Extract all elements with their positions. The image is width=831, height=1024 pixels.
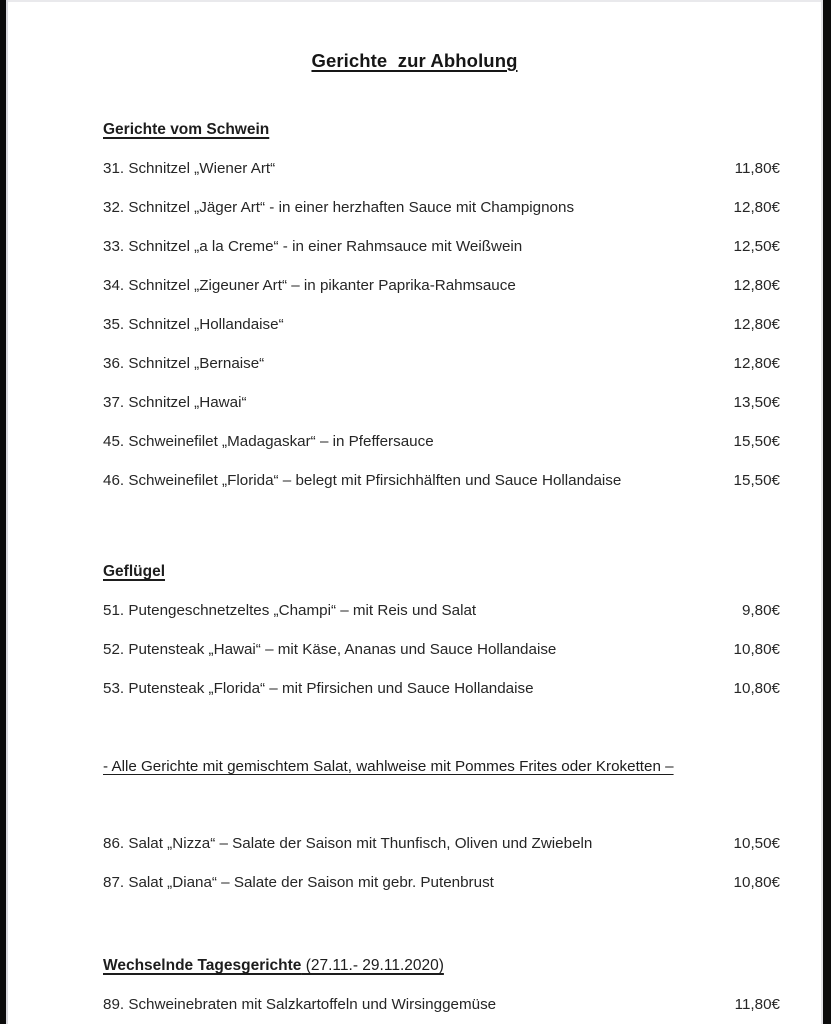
menu-item-row xyxy=(103,354,780,374)
menu-item-name: 36. Schnitzel „Bernaise“ xyxy=(103,355,265,372)
side-dish-note-text: - Alle Gerichte mit gemischtem Salat, wahlweise mit Pommes Frites oder Kroketten – xyxy=(103,758,674,775)
menu-content xyxy=(103,120,780,1015)
menu-item-price: 13,50€ xyxy=(733,394,780,411)
menu-item-name: 31. Schnitzel „Wiener Art“ xyxy=(103,160,276,177)
menu-item-row xyxy=(103,393,780,413)
menu-item-row xyxy=(103,834,780,854)
menu-item-row xyxy=(103,159,780,179)
menu-item-row xyxy=(103,471,780,491)
menu-item-row xyxy=(103,237,780,257)
menu-item-name: 87. Salat „Diana“ – Salate der Saison mit gebr. Putenbrust xyxy=(103,874,494,891)
menu-item-price: 12,80€ xyxy=(733,199,780,216)
menu-item-name: 89. Schweinebraten mit Salzkartoffeln und Wirsinggemüse xyxy=(103,996,497,1013)
menu-item-row xyxy=(103,276,780,296)
menu-item-price: 9,80€ xyxy=(741,602,780,619)
menu-item-name: 53. Putensteak „Florida“ – mit Pfirsichen und Sauce Hollandaise xyxy=(103,680,534,697)
menu-item-name: 35. Schnitzel „Hollandaise“ xyxy=(103,316,284,333)
menu-item-row xyxy=(103,679,780,699)
menu-item-price: 15,50€ xyxy=(733,472,780,489)
menu-item-price: 10,80€ xyxy=(733,874,780,891)
menu-item-price: 10,50€ xyxy=(733,835,780,852)
side-dish-note xyxy=(103,757,780,777)
menu-item-price: 12,80€ xyxy=(733,277,780,294)
section-heading-gefluegel xyxy=(103,562,780,582)
menu-item-price: 12,80€ xyxy=(733,316,780,333)
menu-item-price: 11,80€ xyxy=(734,160,780,177)
menu-item-price: 12,80€ xyxy=(733,355,780,372)
menu-item-row xyxy=(103,873,780,893)
menu-item-price: 11,80€ xyxy=(734,996,780,1013)
menu-item-price: 12,50€ xyxy=(733,238,780,255)
menu-item-name: 51. Putengeschnetzeltes „Champi“ – mit Reis und Salat xyxy=(103,602,477,619)
menu-item-row xyxy=(103,198,780,218)
section-heading-tagesgerichte-date: (27.11.- 29.11.2020) xyxy=(301,957,444,974)
menu-item-price: 15,50€ xyxy=(733,433,780,450)
menu-item-row xyxy=(103,315,780,335)
menu-item-name: 37. Schnitzel „Hawai“ xyxy=(103,394,247,411)
document-sheet xyxy=(8,2,821,1024)
menu-item-name: 46. Schweinefilet „Florida“ – belegt mit Pfirsichhälften und Sauce Hollandaise xyxy=(103,472,622,489)
menu-item-row xyxy=(103,601,780,621)
section-heading-schwein-label: Gerichte vom Schwein xyxy=(103,121,270,138)
menu-item-row xyxy=(103,640,780,660)
menu-item-row xyxy=(103,432,780,452)
page-title-text: Gerichte zur Abholung xyxy=(311,50,518,71)
menu-item-row xyxy=(103,995,780,1015)
menu-item-price: 10,80€ xyxy=(733,680,780,697)
page-right-edge-highlight xyxy=(821,0,823,1024)
menu-item-name: 45. Schweinefilet „Madagaskar“ – in Pfeffersauce xyxy=(103,433,434,450)
section-heading-schwein xyxy=(103,120,780,140)
menu-item-name: 34. Schnitzel „Zigeuner Art“ – in pikanter Paprika-Rahmsauce xyxy=(103,277,516,294)
menu-item-name: 52. Putensteak „Hawai“ – mit Käse, Ananas und Sauce Hollandaise xyxy=(103,641,557,658)
menu-item-name: 32. Schnitzel „Jäger Art“ - in einer herzhaften Sauce mit Champignons xyxy=(103,199,575,216)
menu-item-name: 86. Salat „Nizza“ – Salate der Saison mit Thunfisch, Oliven und Zwiebeln xyxy=(103,835,593,852)
menu-item-price: 10,80€ xyxy=(733,641,780,658)
page-title xyxy=(8,50,821,72)
page-right-edge xyxy=(823,0,831,1024)
menu-item-name: 33. Schnitzel „a la Creme“ - in einer Rahmsauce mit Weißwein xyxy=(103,238,523,255)
section-heading-tagesgerichte-label: Wechselnde Tagesgerichte xyxy=(103,957,302,974)
section-heading-tagesgerichte xyxy=(103,956,780,976)
section-heading-gefluegel-label: Geflügel xyxy=(103,563,166,580)
